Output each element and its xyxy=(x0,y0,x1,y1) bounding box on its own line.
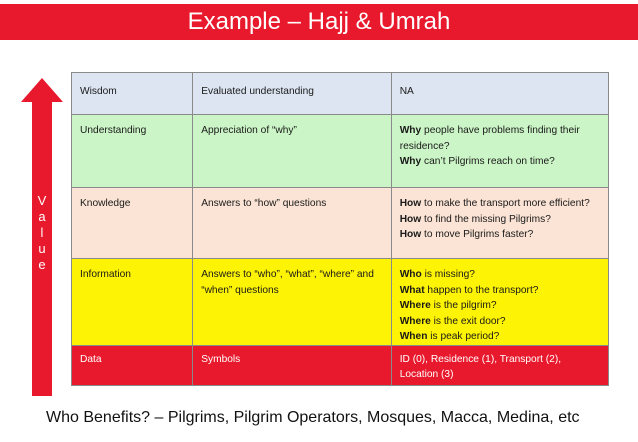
answer-line xyxy=(400,352,602,383)
table-row-wisdom xyxy=(72,73,609,115)
answer-text: is missing? xyxy=(421,269,475,280)
answer-text: to find the missing Pilgrims? xyxy=(421,213,551,225)
answer-line xyxy=(400,329,602,345)
answer-line xyxy=(400,314,602,330)
answer-keyword: How xyxy=(399,198,422,209)
answer-keyword: Where xyxy=(399,315,431,327)
answer-line xyxy=(400,212,602,228)
answer-line xyxy=(400,196,602,212)
description-cell: Evaluated understanding xyxy=(193,73,392,115)
answer-line xyxy=(400,298,602,314)
answer-text: is the pilgrim? xyxy=(430,300,497,311)
dikw-table xyxy=(71,72,609,386)
footer-text: Who Benefits? – Pilgrims, Pilgrim Operators, Mosques, Macca, Medina, etc xyxy=(46,409,580,426)
answer-text: is peak period? xyxy=(427,331,500,342)
value-arrow xyxy=(21,78,63,396)
answer-keyword: How xyxy=(399,213,422,225)
slide-title-bar xyxy=(0,4,638,40)
answer-keyword: How xyxy=(399,229,422,240)
value-letter: e xyxy=(38,257,46,272)
level-cell: Knowledge xyxy=(72,188,193,259)
description-cell: Symbols xyxy=(193,345,392,385)
value-label xyxy=(21,193,63,273)
answer-line xyxy=(400,154,602,170)
answer-line xyxy=(400,84,602,100)
level-cell: Understanding xyxy=(72,115,193,188)
level-cell: Data xyxy=(72,345,193,385)
table-row-data xyxy=(72,345,609,385)
level-cell: Information xyxy=(72,259,193,346)
answer-text: happen to the transport? xyxy=(424,284,539,296)
value-letter: u xyxy=(38,241,46,256)
answer-text: can’t Pilgrims reach on time? xyxy=(421,156,555,167)
answer-keyword: Where xyxy=(399,300,431,311)
answer-text: people have problems finding their residence? xyxy=(399,125,580,152)
value-letter: V xyxy=(37,193,47,208)
answer-text: to move Pilgrims faster? xyxy=(421,229,534,240)
answer-line xyxy=(400,123,602,154)
answer-text: ID (0), Residence (1), Transport (2), Location (3) xyxy=(399,353,562,380)
answer-keyword: What xyxy=(399,284,425,296)
description-cell: Answers to “how” questions xyxy=(193,188,392,259)
table-row-understanding xyxy=(72,115,609,188)
answer-keyword: Why xyxy=(399,156,422,167)
answer-cell xyxy=(391,115,608,188)
description-cell: Answers to “who”, “what”, “where” and “when” questions xyxy=(193,259,392,346)
answer-text: is the exit door? xyxy=(430,315,506,327)
answer-line xyxy=(400,283,602,299)
answer-keyword: Who xyxy=(399,269,422,280)
value-letter: l xyxy=(40,225,44,240)
table-row-knowledge xyxy=(72,188,609,259)
answer-cell xyxy=(391,188,608,259)
answer-keyword: When xyxy=(399,331,428,342)
answer-keyword: Why xyxy=(399,125,422,136)
answer-cell xyxy=(391,259,608,346)
table-row-information xyxy=(72,259,609,346)
answer-text: to make the transport more efficient? xyxy=(421,198,590,209)
slide-title: Example – Hajj & Umrah xyxy=(187,8,451,35)
answer-cell xyxy=(391,345,608,385)
description-cell: Appreciation of “why” xyxy=(193,115,392,188)
answer-line xyxy=(400,267,602,283)
value-letter: a xyxy=(38,209,46,224)
level-cell: Wisdom xyxy=(72,73,193,115)
answer-cell xyxy=(391,73,608,115)
answer-text: NA xyxy=(399,86,414,97)
answer-line xyxy=(400,227,602,243)
